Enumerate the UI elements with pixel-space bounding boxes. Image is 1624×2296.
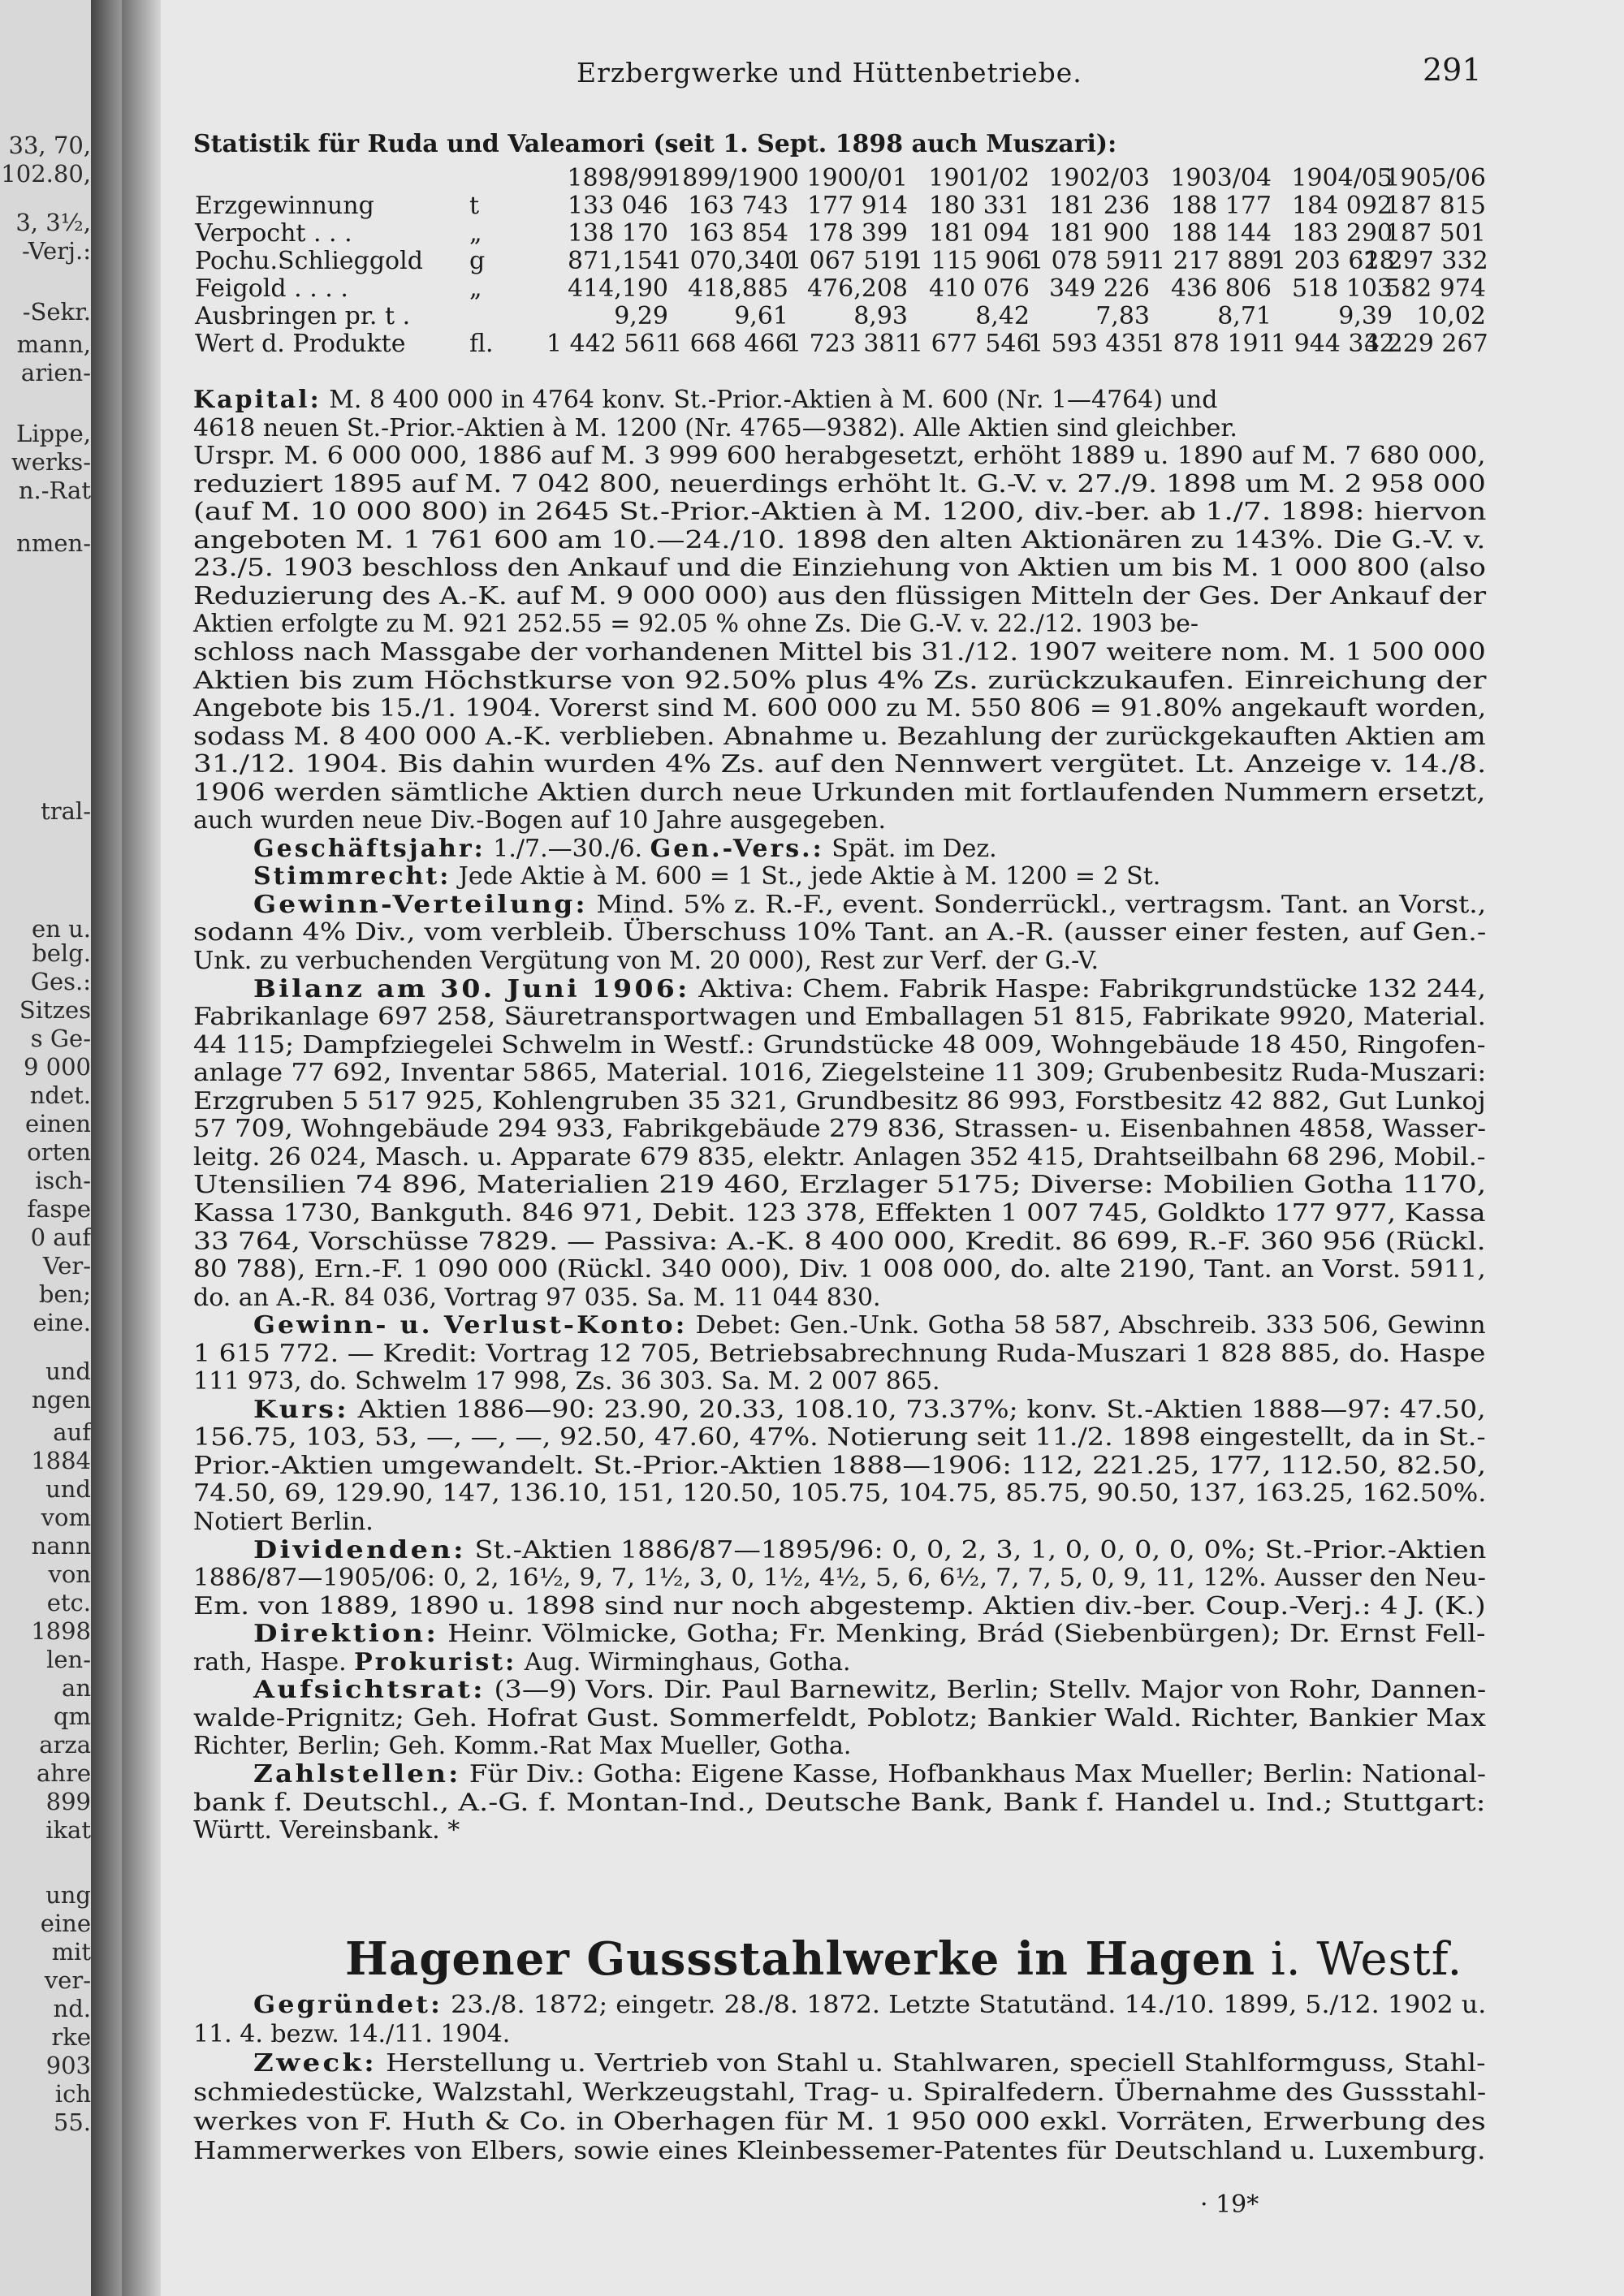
row-label: Pochu.Schlieggold xyxy=(195,247,423,275)
table-cell: 1 677 546 xyxy=(908,330,1032,358)
left-page-fragment: 903 xyxy=(45,2052,91,2079)
statistics-row xyxy=(193,304,1486,332)
line-text: Spät. im Dez. xyxy=(823,834,997,863)
left-page-fragment: ung xyxy=(45,1881,91,1909)
table-cell: 9,39 xyxy=(1338,302,1393,330)
table-cell: 181 094 xyxy=(928,219,1030,248)
text-line xyxy=(193,1510,374,1534)
line-text: Württ. Vereinsbank. * xyxy=(193,1816,460,1845)
page-signature: · 19* xyxy=(1200,2190,1259,2219)
page-inner-shadow xyxy=(122,0,161,2296)
left-page-fragment: tral- xyxy=(41,797,91,825)
table-cell: 9,61 xyxy=(734,302,788,330)
text-line xyxy=(193,1030,1486,1060)
line-text: (3—9) Vors. Dir. Paul Barnewitz, Berlin; Stellv. Major von Rohr, Dannen- xyxy=(485,1676,1487,1705)
text-line xyxy=(193,918,1487,947)
line-text: Mind. 5% z. R.-F., event. Sonderrückl., vertragsm. Tant. an Vorst., xyxy=(587,890,1487,919)
left-page-fragment: arien- xyxy=(20,359,91,386)
line-text: Utensilien 74 896, Materialien 219 460, Erzlager 5175; Diverse: Mobilien Gotha 1170, xyxy=(193,1171,1487,1200)
left-page-fragment: nd. xyxy=(53,1995,91,2022)
text-line xyxy=(193,2139,1486,2164)
section-title xyxy=(345,1932,1462,1986)
left-page-fragment: eine xyxy=(40,1910,91,1937)
line-text: Em. von 1889, 1890 u. 1898 sind nur noch abgestemp. Aktien div.-ber. Coup.-Verj.: 4 J. (K.) xyxy=(193,1591,1486,1621)
text-line xyxy=(193,1117,1486,1142)
line-text: St.-Aktien 1886/87—1895/96: 0, 0, 2, 3, 1, 0, 0, 0, 0, 0%; St.-Prior.-Aktien xyxy=(465,1535,1487,1564)
left-page-fragment: qm xyxy=(53,1703,91,1730)
text-line xyxy=(253,1311,1486,1340)
table-cell: 1 203 628 xyxy=(1271,247,1395,275)
table-cell: 582 974 xyxy=(1384,274,1486,303)
year-header: 1901/02 xyxy=(928,164,1030,192)
text-line xyxy=(253,862,1161,891)
left-page-fragment: etc. xyxy=(46,1589,91,1616)
line-text: Kassa 1730, Bankguth. 846 971, Debit. 123 378, Effekten 1 007 745, Goldkto 177 977, Kassa xyxy=(193,1198,1486,1228)
left-page-fragment: 33, 70, xyxy=(8,132,91,159)
field-label: Gen.-Vers.: xyxy=(650,834,824,863)
table-cell: 187 815 xyxy=(1384,192,1486,220)
line-text: 31./12. 1904. Bis dahin wurden 4% Zs. auf den Nennwert vergütet. Lt. Anzeige v. 14./8. xyxy=(193,750,1487,779)
statistics-row xyxy=(193,194,1486,222)
row-label: Verpocht . . . xyxy=(195,219,352,248)
statistics-table xyxy=(193,166,1486,360)
text-line xyxy=(193,750,1487,779)
text-line xyxy=(193,525,1486,555)
year-header: 1898/99 xyxy=(567,164,668,192)
line-text: schmiedestücke, Walzstahl, Werkzeugstahl, Trag- u. Spiralfedern. Übernahme des Gussstahl- xyxy=(193,2078,1487,2107)
table-cell: 8,71 xyxy=(1217,302,1272,330)
table-cell: 1 217 889 xyxy=(1150,247,1274,275)
left-page-fragment: 0 auf xyxy=(30,1224,91,1251)
left-page-fragment: nann xyxy=(31,1532,91,1560)
text-line xyxy=(253,1993,1486,2018)
line-text: Notiert Berlin. xyxy=(193,1508,374,1536)
field-label: Kapital: xyxy=(193,386,322,414)
line-text: 57 709, Wohngebäude 294 933, Fabrikgebäude 279 836, Strassen- u. Eisenbahnen 4858, Wasser- xyxy=(193,1115,1487,1144)
year-header: 1903/04 xyxy=(1170,164,1272,192)
line-text: Aktien bis zum Höchstkurse von 92.50% plus 4% Zs. zurückzukaufen. Einreichung der xyxy=(193,666,1487,695)
year-header: 1902/03 xyxy=(1048,164,1150,192)
line-text: rath, Haspe. xyxy=(193,1647,355,1677)
text-line xyxy=(193,722,1486,751)
table-cell: 181 900 xyxy=(1048,219,1150,248)
book-gutter-shadow xyxy=(91,0,122,2296)
line-text: 80 788), Ern.-F. 1 090 000 (Rückl. 340 000), Div. 1 008 000, do. alte 2190, Tant. an Vorst. 5911, xyxy=(193,1255,1486,1284)
table-cell: 7,83 xyxy=(1095,302,1150,330)
row-unit: t xyxy=(469,192,480,220)
text-line xyxy=(193,1227,1486,1256)
line-text: 111 973, do. Schwelm 17 998, Zs. 36 303. Sa. M. 2 007 865. xyxy=(193,1367,940,1396)
table-cell: 518 103 xyxy=(1291,274,1393,303)
table-cell: 8,93 xyxy=(853,302,908,330)
text-line xyxy=(193,498,1487,527)
text-line xyxy=(193,666,1487,695)
text-line xyxy=(193,694,1487,723)
table-cell: 1 067 519 xyxy=(786,247,910,275)
line-text: 4618 neuen St.-Prior.-Aktien à M. 1200 (Nr. 4765—9382). Alle Aktien sind gleichber. xyxy=(193,413,1237,442)
table-cell: 1 078 591 xyxy=(1028,247,1152,275)
line-text: Herstellung u. Vertrieb von Stahl u. Stahlwaren, speciell Stahlformguss, Stahl- xyxy=(377,2049,1486,2078)
table-cell: 181 236 xyxy=(1048,192,1150,220)
left-page-fragment: orten xyxy=(27,1138,91,1166)
statistics-row xyxy=(193,249,1486,277)
line-text: Fabrikanlage 697 258, Säuretransportwagen und Emballagen 51 815, Fabrikate 9920, Material. xyxy=(193,1003,1486,1032)
left-page-fragment: Ges.: xyxy=(30,968,91,995)
left-page-fragment: 1898 xyxy=(31,1617,91,1645)
text-line xyxy=(193,1647,851,1677)
line-text: Erzgruben 5 517 925, Kohlengruben 35 321, Grundbesitz 86 993, Forstbesitz 42 882, Gut Lunkoj xyxy=(193,1086,1486,1116)
row-label: Erzgewinnung xyxy=(195,192,374,220)
line-text: Angebote bis 15./1. 1904. Vorerst sind M. 600 000 zu M. 550 806 = 91.80% angekauft worden, xyxy=(193,694,1487,723)
text-line xyxy=(193,612,1199,637)
line-text: auch wurden neue Div.-Bogen auf 10 Jahre ausgegeben. xyxy=(193,806,887,835)
row-unit: g xyxy=(469,247,486,275)
table-cell: 163 743 xyxy=(687,192,788,220)
left-page-edge xyxy=(0,0,97,2296)
row-unit: „ xyxy=(469,274,482,303)
left-page-fragment: ich xyxy=(54,2080,91,2108)
text-line xyxy=(193,1591,1486,1621)
table-cell: 133 046 xyxy=(567,192,668,220)
line-text: M. 8 400 000 in 4764 konv. St.-Prior.-Aktien à M. 600 (Nr. 1—4764) und xyxy=(321,386,1218,414)
table-cell: 180 331 xyxy=(928,192,1030,220)
line-text: 1 615 772. — Kredit: Vortrag 12 705, Betriebsabrechnung Ruda-Muszari 1 828 885, do. Haspe xyxy=(193,1339,1486,1368)
table-cell: 1 723 381 xyxy=(786,330,910,358)
year-header: 1905/06 xyxy=(1384,164,1486,192)
line-text: Aktien 1886—90: 23.90, 20.33, 108.10, 73.37%; konv. St.-Aktien 1888—97: 47.50, xyxy=(348,1395,1486,1424)
left-page-fragment: mann, xyxy=(16,330,91,358)
line-text: 11. 4. bezw. 14./11. 1904. xyxy=(193,2020,511,2048)
year-header: 1899/1900 xyxy=(667,164,799,192)
text-line xyxy=(193,469,1486,498)
field-label: Stimmrecht: xyxy=(253,862,451,891)
table-cell: 1 593 435 xyxy=(1028,330,1152,358)
row-unit: „ xyxy=(469,219,482,248)
text-line xyxy=(193,1059,1487,1088)
left-page-fragment: isch- xyxy=(35,1167,91,1194)
field-label: Aufsichtsrat: xyxy=(253,1676,486,1705)
field-label: Gewinn-Verteilung: xyxy=(253,890,588,919)
line-text: Jede Aktie à M. 600 = 1 St., jede Aktie à M. 1200 = 2 St. xyxy=(451,862,1161,891)
text-line xyxy=(193,1564,1486,1593)
table-cell: 188 177 xyxy=(1170,192,1272,220)
text-line xyxy=(253,1535,1487,1564)
line-text: 33 764, Vorschüsse 7829. — Passiva: A.-K. 8 400 000, Kredit. 86 699, R.-F. 360 956 (Rückl. xyxy=(193,1227,1486,1256)
statistics-title xyxy=(193,130,1116,158)
section-title-suffix: i. Westf. xyxy=(1255,1933,1463,1986)
text-line xyxy=(193,1734,851,1759)
line-text: Heinr. Völmicke, Gotha; Fr. Menking, Brád (Siebenbürgen); Dr. Ernst Fell- xyxy=(438,1620,1486,1649)
text-line xyxy=(193,806,887,835)
table-cell: 1 944 332 xyxy=(1271,330,1395,358)
text-line xyxy=(193,1255,1486,1284)
text-line xyxy=(253,1395,1486,1424)
text-line xyxy=(193,1451,1487,1480)
text-line xyxy=(193,413,1237,442)
row-label: Ausbringen pr. t . xyxy=(195,302,411,330)
line-text: Aug. Wirminghaus, Gotha. xyxy=(516,1647,851,1677)
text-line xyxy=(253,890,1487,919)
field-label: Gegründet: xyxy=(253,1991,443,2019)
left-page-fragment: einen xyxy=(25,1110,91,1137)
table-cell: 10,02 xyxy=(1416,302,1486,330)
year-header: 1904/05 xyxy=(1291,164,1393,192)
left-page-fragment: belg. xyxy=(32,939,91,967)
field-label: Zahlstellen: xyxy=(253,1759,461,1789)
left-page-fragment: s Ge- xyxy=(30,1025,91,1052)
left-page-fragment: ver- xyxy=(44,1966,91,1994)
table-cell: 183 290 xyxy=(1291,219,1393,248)
line-text: Aktien erfolgte zu M. 921 252.55 = 92.05 % ohne Zs. Die G.-V. v. 22./12. 1903 be- xyxy=(193,610,1199,639)
line-text: Debet: Gen.-Unk. Gotha 58 587, Abschreib. 333 506, Gewinn xyxy=(687,1311,1486,1340)
text-line xyxy=(193,1703,1486,1733)
line-text: Richter, Berlin; Geh. Komm.-Rat Max Mueller, Gotha. xyxy=(193,1732,852,1761)
left-page-fragment: 899 xyxy=(45,1788,91,1815)
left-page-fragment: und xyxy=(45,1475,91,1503)
text-line xyxy=(193,1788,1486,1817)
text-line xyxy=(193,778,1486,807)
table-cell: 187 501 xyxy=(1384,219,1486,248)
left-page-fragment: ngen xyxy=(31,1386,91,1413)
text-line xyxy=(193,949,1099,973)
left-page-fragment: 102.80, xyxy=(1,160,91,188)
text-line xyxy=(193,1173,1486,1198)
line-text: 23./5. 1903 beschloss den Ankauf und die Einziehung von Aktien um bis M. 1 000 800 (also xyxy=(193,554,1486,583)
line-text: Urspr. M. 6 000 000, 1886 auf M. 3 999 600 herabgesetzt, erhöht 1889 u. 1890 auf M. 7 680 000, xyxy=(193,442,1486,471)
table-cell: 4 229 267 xyxy=(1364,330,1488,358)
left-page-fragment: 9 000 xyxy=(23,1053,91,1081)
text-line xyxy=(193,2022,510,2047)
field-label: Kurs: xyxy=(253,1395,349,1424)
left-page-fragment: ikat xyxy=(45,1816,91,1844)
line-text: do. an A.-R. 84 036, Vortrag 97 035. Sa. M. 11 044 830. xyxy=(193,1283,881,1312)
line-text: angeboten M. 1 761 600 am 10.—24./10. 1898 den alten Aktionären zu 143%. Die G.-V. v. xyxy=(193,525,1486,555)
text-line xyxy=(253,974,1487,1003)
table-cell: 178 399 xyxy=(806,219,908,248)
line-text: 1906 werden sämtliche Aktien durch neue Urkunden mit fortlaufenden Nummern ersetzt, xyxy=(193,778,1486,807)
line-text: (auf M. 10 000 800) in 2645 St.-Prior.-Aktien à M. 1200, div.-ber. ab 1./7. 1898: hiervon xyxy=(193,498,1487,527)
table-cell: 163 854 xyxy=(687,219,788,248)
left-page-fragment: Sitzes xyxy=(19,996,91,1024)
row-label: Feigold . . . . xyxy=(195,274,348,303)
left-page-fragment: 3, 3½, xyxy=(15,209,91,236)
left-page-fragment: mit xyxy=(51,1938,91,1966)
statistics-header-row xyxy=(193,166,1486,194)
left-page-fragment: auf xyxy=(53,1418,91,1446)
field-label: Geschäftsjahr: xyxy=(253,834,486,863)
statistics-title-text: Statistik für Ruda und Valeamori (seit 1. Sept. 1898 auch Muszari): xyxy=(193,130,1117,158)
line-text: bank f. Deutschl., A.-G. f. Montan-Ind., Deutsche Bank, Bank f. Handel u. Ind.; Stuttgart: xyxy=(193,1788,1486,1817)
left-page-fragment: rke xyxy=(51,2023,91,2051)
text-line xyxy=(193,1423,1486,1452)
left-page-fragment: ndet. xyxy=(29,1081,91,1109)
text-line xyxy=(193,1367,940,1396)
table-cell: 410 076 xyxy=(928,274,1030,303)
field-label: Prokurist: xyxy=(354,1647,517,1677)
line-text: 156.75, 103, 53, —, —, —, 92.50, 47.60, 47%. Notierung seit 11./2. 1898 eingestellt, da in St.- xyxy=(193,1423,1486,1452)
left-page-fragment: faspe xyxy=(27,1195,91,1223)
table-cell: 476,208 xyxy=(806,274,908,303)
text-line xyxy=(193,554,1486,583)
line-text: schloss nach Massgabe der vorhandenen Mittel bis 31./12. 1907 weitere nom. M. 1 500 000 xyxy=(193,637,1486,667)
left-page-fragment: Ver- xyxy=(42,1252,91,1280)
text-line xyxy=(193,1283,881,1312)
left-page-fragment: len- xyxy=(46,1646,91,1673)
left-page-fragment: von xyxy=(48,1560,91,1588)
line-text: Hammerwerkes von Elbers, sowie eines Kleinbessemer-Patentes für Deutschland u. Luxemburg. xyxy=(193,2137,1486,2165)
line-text: 74.50, 69, 129.90, 147, 136.10, 151, 120.50, 105.75, 104.75, 85.75, 90.50, 137, 163.25, 162.50%. xyxy=(193,1479,1487,1508)
section-title-main: Hagener Gussstahlwerke in Hagen xyxy=(345,1932,1256,1986)
table-cell: 1 878 191 xyxy=(1150,330,1274,358)
table-cell: 436 806 xyxy=(1170,274,1272,303)
table-cell: 177 914 xyxy=(806,192,908,220)
line-text: anlage 77 692, Inventar 5865, Material. 1016, Ziegelsteine 11 309; Grubenbesitz Ruda-Muszari: xyxy=(193,1059,1487,1088)
table-cell: 1 115 906 xyxy=(908,247,1032,275)
line-text: 44 115; Dampfziegelei Schwelm in Westf.: Grundstücke 48 009, Wohngebäude 18 450, Ringofen- xyxy=(193,1030,1486,1060)
table-cell: 138 170 xyxy=(567,219,668,248)
table-cell: 9,29 xyxy=(614,302,668,330)
statistics-row xyxy=(193,332,1486,360)
line-text: Für Div.: Gotha: Eigene Kasse, Hofbankhaus Max Mueller; Berlin: National- xyxy=(460,1759,1487,1789)
left-page-fragment: ahre xyxy=(37,1759,91,1787)
line-text: Aktiva: Chem. Fabrik Haspe: Fabrikgrundstücke 132 244, xyxy=(689,974,1487,1003)
text-line xyxy=(193,1198,1486,1228)
field-label: Bilanz am 30. Juni 1906: xyxy=(253,974,690,1003)
table-cell: 184 092 xyxy=(1291,192,1393,220)
text-line xyxy=(193,1003,1486,1032)
text-line xyxy=(193,2078,1487,2107)
left-page-fragment: vom xyxy=(41,1504,91,1531)
line-text: Prior.-Aktien umgewandelt. St.-Prior.-Aktien 1888—1906: 112, 221.25, 177, 112.50, 82.50, xyxy=(193,1451,1487,1480)
field-label: Dividenden: xyxy=(253,1535,466,1564)
field-label: Direktion: xyxy=(253,1620,439,1649)
text-line xyxy=(193,1142,1486,1172)
table-cell: 414,190 xyxy=(567,274,668,303)
text-line xyxy=(253,1678,1486,1703)
line-text: leitg. 26 024, Masch. u. Apparate 679 835, elektr. Anlagen 352 415, Drahtseilbahn 68 296, Mobil.- xyxy=(193,1142,1486,1172)
text-line xyxy=(253,834,997,863)
left-page-fragment: und xyxy=(45,1357,91,1385)
left-page-fragment: nmen- xyxy=(16,529,91,557)
statistics-row xyxy=(193,219,1486,249)
line-text: Reduzierung des A.-K. auf M. 9 000 000) aus den flüssigen Mitteln der Ges. Der Ankauf der xyxy=(193,581,1487,611)
table-cell: 871,154 xyxy=(567,247,668,275)
text-line xyxy=(193,388,1217,412)
left-page-fragment: en u. xyxy=(32,915,91,943)
running-title: Erzbergwerke und Hüttenbetriebe. xyxy=(577,57,1082,88)
line-text: reduziert 1895 auf M. 7 042 800, neuerdings erhöht lt. G.-V. v. 27./9. 1898 um M. 2 958 000 xyxy=(193,469,1486,498)
left-page-fragment: an xyxy=(62,1674,91,1702)
text-line xyxy=(193,1479,1487,1508)
text-line xyxy=(193,2110,1486,2134)
line-text: 23./8. 1872; eingetr. 28./8. 1872. Letzte Statutänd. 14./10. 1899, 5./12. 1902 u. xyxy=(443,1991,1487,2019)
field-label: Zweck: xyxy=(253,2049,378,2078)
table-cell: 349 226 xyxy=(1048,274,1150,303)
table-cell: 1 070,340 xyxy=(667,247,791,275)
line-text: Unk. zu verbuchenden Vergütung von M. 20 000), Rest zur Verf. der G.-V. xyxy=(193,947,1099,975)
year-header: 1900/01 xyxy=(806,164,908,192)
table-cell: 1 442 561 xyxy=(546,330,671,358)
left-page-fragment: eine. xyxy=(32,1309,91,1336)
text-line xyxy=(193,1086,1486,1116)
line-text: sodass M. 8 400 000 A.-K. verblieben. Abnahme u. Bezahlung der zurückgekauften Aktien am xyxy=(193,722,1486,751)
text-line xyxy=(253,2049,1486,2078)
text-line xyxy=(193,442,1486,471)
text-line xyxy=(253,1620,1486,1649)
line-text: 1886/87—1905/06: 0, 2, 16½, 9, 7, 1½, 3, 0, 1½, 4½, 5, 6, 6½, 7, 7, 5, 0, 9, 11, 12%. Ausser den Neu- xyxy=(193,1564,1486,1593)
table-cell: 1 668 466 xyxy=(667,330,791,358)
text-line xyxy=(193,1816,460,1845)
left-page-fragment: ben; xyxy=(38,1280,91,1308)
table-cell: 418,885 xyxy=(687,274,788,303)
field-label: Gewinn- u. Verlust-Konto: xyxy=(253,1311,688,1340)
line-text: 1./7.—30./6. xyxy=(485,834,650,863)
table-cell: 1 297 332 xyxy=(1364,247,1488,275)
statistics-row xyxy=(193,274,1486,304)
left-page-fragment: arza xyxy=(39,1731,91,1759)
line-text: walde-Prignitz; Geh. Hofrat Gust. Sommerfeldt, Poblotz; Bankier Wald. Richter, Bankier Max xyxy=(193,1703,1486,1733)
page-number: 291 xyxy=(1423,52,1482,88)
text-line xyxy=(193,637,1486,667)
left-page-fragment: n.-Rat xyxy=(18,477,91,504)
table-cell: 8,42 xyxy=(975,302,1030,330)
text-line xyxy=(193,581,1487,611)
text-line xyxy=(193,1339,1486,1368)
text-line xyxy=(253,1759,1487,1789)
left-page-fragment: werks- xyxy=(11,448,91,476)
left-page-fragment: -Sekr. xyxy=(22,298,91,326)
left-page-fragment: 1884 xyxy=(31,1447,91,1474)
row-label: Wert d. Produkte xyxy=(195,330,406,358)
row-unit: fl. xyxy=(469,330,494,358)
line-text: sodann 4% Div., vom verbleib. Überschuss 10% Tant. an A.-R. (ausser einer festen, auf Gen.- xyxy=(193,918,1487,947)
table-cell: 188 144 xyxy=(1170,219,1272,248)
left-page-fragment: Lippe, xyxy=(15,420,91,447)
line-text: werkes von F. Huth & Co. in Oberhagen für M. 1 950 000 exkl. Vorräten, Erwerbung des xyxy=(193,2108,1486,2136)
left-page-fragment: 55. xyxy=(53,2108,91,2136)
left-page-fragment: -Verj.: xyxy=(22,237,91,265)
